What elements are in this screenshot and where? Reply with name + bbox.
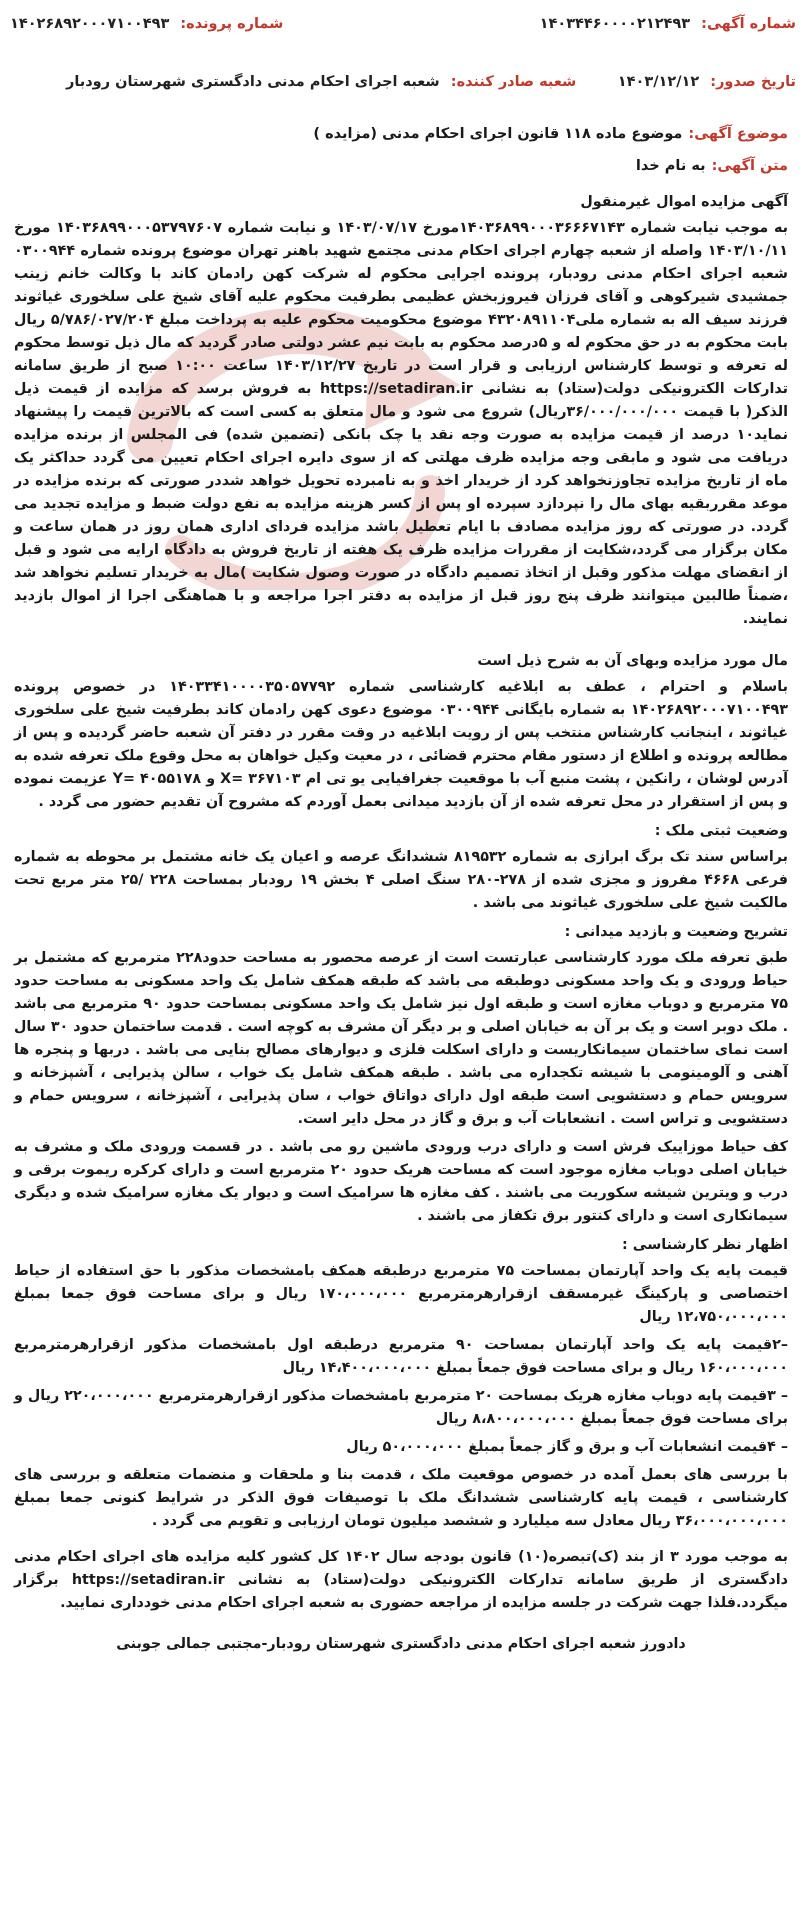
auction-title: آگهی مزایده اموال غیرمنقول (580, 194, 788, 210)
expert-opinion-heading: اظهار نظر کارشناسی : (622, 1237, 788, 1253)
spacer (14, 636, 788, 644)
issuer-label: شعبه صادر کننده: (450, 74, 577, 90)
valuation-item-4: – ۴قیمت انشعابات آب و برق و گاز جمعاً بمبلغ ۵۰،۰۰۰،۰۰۰ ریال (346, 1439, 788, 1455)
valuation-item-2: –۲قیمت پایه یک واحد آپارتمان بمساحت ۹۰ مترمربع درطبقه اول بامشخصات مذکور ازقرارهرمترمربع ۱۶۰،۰۰۰،۰۰۰ ریال و برای مساحت فوق جمعاً بمبلغ ۱۴،۴۰۰،۰۰۰،۰۰۰ ریال (14, 1337, 788, 1376)
issue-date (618, 74, 796, 90)
ad-text-value: به نام خدا (635, 158, 706, 174)
spacer (14, 1538, 788, 1546)
ad-text-header (636, 158, 788, 174)
ad-number-label: شماره آگهی: (701, 16, 796, 32)
inspection-paragraph: طبق تعرفه ملک مورد کارشناسی عبارتست است از عرصه محصور به مساحت حدود۲۲۸ مترمربع که مشتمل بر حیاط ورودی و یک واحد مسکونی دوطبقه می باشد که طبقه همکف شامل یک واحد مسکونی به مساحت حدود ۷۵ مترمربع و دوباب مغازه است و طبقه اول نیز شامل یک واحد مسکونی بمساحت حدود ۹۰ مترمربع می باشد . ملک دوبر است و یک بر آن به خیابان اصلی و بر دیگر آن مشرف به کوچه است . قدمت ساختمان حدود ۳۰ سال است نمای ساختمان سیمانکاریست و دارای اسکلت فلزی و دیوارهای مصالح بنایی می باشد . دربها و پنجره ها آهنی و آلومینومی با شیشه تکجداره می باشد . طبقه همکف شامل یک خواب ، سالن پذیرایی ، آشپزخانه و سرویس حمام و دستشویی است طبقه اول دارای دواتاق خواب ، سان پذیرایی ، آشپزخانه ، سرویس حمام و دستشویی و تراس است . انشعابات آب و برق و گاز در محل دایر است. (14, 950, 789, 1127)
ad-text-label: متن آگهی: (711, 158, 788, 174)
expert-intro-paragraph: باسلام و احترام ، عطف به ابلاغیه کارشناسی شماره ۱۴۰۳۳۴۱۰۰۰۰۳۵۰۵۷۷۹۲ در خصوص پرونده ۱۴۰۲۶۸۹۲۰۰۰۷۱۰۰۴۹۳ به شماره بایگانی ۰۳۰۰۹۴۴ موضوع دعوی کهن رادمان کاند بطرفیت شیخ علی سلخوری غیاثوند ، اینجانب کارشناس منتخب پس از رویت ابلاغیه در وقت مقرر در دفتر آن شعبه حاضر گردیده و پس از مطالعه پرونده و اطلاع از دستور مقام محترم قضائی ، در معیت وکیل خواهان به محل وقوع ملک تعرفه شده به آدرس لوشان ، رانکین ، پشت منبع آب با موقعیت جغرافیایی یو تی ام X= ۳۶۷۱۰۳ و Y= ۴۰۵۵۱۷۸ عزیمت نموده و پس از استقرار در محل تعرفه شده از آن بازدید میدانی بعمل آوردم که مشروح آن تقدیم حضور می گردد . (14, 679, 788, 810)
auction-paragraph-main: به موجب نیابت شماره ۱۴۰۳۶۸۹۹۰۰۰۳۶۶۶۷۱۴۳مورخ ۱۴۰۳/۰۷/۱۷ و نیابت شماره ۱۴۰۳۶۸۹۹۰۰۰۵۳۷۹۷۶۰۷ مورخ ۱۴۰۳/۱۰/۱۱ واصله از شعبه چهارم اجرای احکام مدنی مجتمع شهید باهنر تهران موضوع پرونده شماره ۰۳۰۰۹۴۴ شعبه اجرای احکام مدنی رودبار، پرونده اجرایی محکوم له شرکت کهن رادمان کاند با وکالت خانم زینب جمشیدی شیرکوهی و آقای فرزان فیروزبخش عظیمی بطرفیت محکوم علیه آقای شیخ علی سلخوری غیاثوند فرزند سیف اله به شماره ملی۴۳۲۰۸۹۱۱۰۴ موضوع محکومیت محکوم علیه به پرداخت مبلغ ۵/۷۸۶/۰۲۷/۲۰۴ ریال بابت محکوم به در حق محکوم له و ۵درصد محکوم به بابت نیم عشر دولتی صادر گردید که مال ذیل توسط محکوم له تعرفه و توسط کارشناس ارزیابی و قرار است در تاریخ ۱۴۰۳/۱۲/۲۷ ساعت ۱۰:۰۰ صبح از طریق سامانه تدارکات الکترونیکی دولت(ستاد) به نشانی https://setadiran.ir به فروش برسد که مزایده از قیمت ذیل الذکر( با قیمت ۳۶/۰۰۰/۰۰۰/۰۰۰ریال) شروع می شود و مال متعلق به کسی است که بالاترین قیمت را پیشنهاد نماید۱۰ درصد از قیمت مزایده به صورت وجه نقد یا چک بانکی (تضمین شده) فی المجلس از برنده مزایده دریافت می شود و مابقی وجه مزایده ظرف مهلتی که از سوی دایره اجرای احکام تعیین می گردد حداکثر یک ماه از تاریخ مزایده تجاوزنخواهد کرد از خریدار اخذ و به نامبرده تحویل خواهد شددر صورتی که برنده مزایده در موعد مقرربقیه بهای مال را نپردازد سپرده او پس از کسر هزینه مزایده به نفع دولت ضبط و مزایده تجدید می گردد. در صورتی که روز مزایده مصادف با ایام تعطیل باشد مزایده فردای اداری همان روز در همان ساعت و مکان برگزار می گردد،شکایت از مقررات مزایده ظرف یک هفته از تاریخ فروش به دادگاه ارایه می شود و قبل از انقضای مهلت مذکور وقبل از اتخاذ تصمیم دادگاه در صورت وصول شکایت )مال به خریدار تسلیم نخواهد شد ،ضمناً طالبین میتوانند ظرف پنج روز قبل از مزایده به دفتر اجرا مراجعه و با هماهنگی اجرا از اموال بازدید نمایند. (13, 220, 789, 627)
valuation-item-1: قیمت پایه یک واحد آپارتمان بمساحت ۷۵ مترمربع درطبقه همکف بامشخصات مذکور با حق استفاده از حیاط اختصاصی و پارکینگ غیرمسقف ازقرارهرمترمربع ۱۷۰،۰۰۰،۰۰۰ ریال و برای مساحت فوق جمعا بمبلغ ۱۲،۷۵۰،۰۰۰،۰۰۰ ریال (14, 1263, 788, 1325)
case-number (10, 16, 283, 32)
valuation-summary: با بررسی های بعمل آمده در خصوص موقعیت ملک ، قدمت بنا و ملحقات و منضمات متعلقه و بررسی های کارشناسی ، قیمت پایه کارشناسی ششدانگ ملک با توصیفات فوق الذکر در شرایط کنونی جمعا بمبلغ ۳۶،۰۰۰،۰۰۰،۰۰۰ ریال معادل سه میلیارد و ششصد میلیون تومان ارزیابی و تقویم می گردد . (14, 1467, 788, 1529)
issue-date-label: تاریخ صدور: (710, 74, 796, 90)
header (10, 10, 796, 128)
registration-paragraph: براساس سند تک برگ ابرازی به شماره ۸۱۹۵۳۲ ششدانگ عرصه و اعیان یک خانه مشتمل بر محوطه به شماره فرعی ۴۶۶۸ مفروز و مجزی شده از ۲۷۸-۲۸۰ سنگ اصلی ۴ بخش ۱۹ رودبار بمساحت ۲۲۸ /۲۵ متر مربع تحت مالکیت شیخ علی سلخوری غیاثوند می باشد . (14, 849, 789, 911)
issue-date-value: ۱۴۰۳/۱۲/۱۲ (617, 74, 700, 90)
yard-paragraph: کف حیاط موزاییک فرش است و دارای درب ورودی ماشین رو می باشد . در قسمت ورودی ملک و مشرف به خیابان اصلی دوباب مغازه موجود است که مساحت هریک حدود ۲۰ مترمربع است و دارای کرکره ریموت برقی و درب و ویترین شیشه سکوریت می باشند . کف مغازه ها سرامیک است و دیوار یک مغازه سرامیک شده و دیگری سیمانکاری است و دارای کنتور برق تکفاز می باشند . (14, 1139, 788, 1224)
issuer (66, 74, 576, 90)
ad-number-value: ۱۴۰۳۴۴۶۰۰۰۰۲۱۲۴۹۳ (539, 16, 691, 32)
inspection-heading: تشریح وضعیت و بازدید میدانی : (564, 924, 788, 940)
ad-topic-value: موضوع ماده ۱۱۸ قانون اجرای احکام مدنی (مزایده ) (313, 126, 683, 142)
ad-number (540, 16, 796, 32)
case-number-label: شماره پرونده: (180, 16, 284, 32)
property-heading: مال مورد مزایده وبهای آن به شرح ذیل است (477, 653, 788, 669)
ad-topic-label: موضوع آگهی: (688, 126, 788, 142)
budget-law-paragraph: به موجب مورد ۳ از بند (ک)تبصره(۱۰) قانون بودجه سال ۱۴۰۲ کل کشور کلیه مزایده های اجرای احکام مدنی دادگستری از طریق سامانه تدارکات الکترونیکی دولت(ستاد) به نشانی https://setadiran.ir برگزار میگردد.فلذا جهت شرکت در جلسه مزایده از مراجعه حضوری به شعبه اجرای احکام مدنی خودداری نمایید. (14, 1549, 789, 1611)
case-number-value: ۱۴۰۲۶۸۹۲۰۰۰۷۱۰۰۴۹۳ (10, 16, 170, 32)
registration-heading: وضعیت ثبتی ملک : (654, 823, 788, 839)
issuer-value: شعبه اجرای احکام مدنی دادگستری شهرستان رودبار (66, 74, 440, 90)
signature-footer: دادورز شعبه اجرای احکام مدنی دادگستری شهرستان رودبار-مجتبی جمالی جوبنی (116, 1636, 686, 1652)
valuation-item-3: – ۳قیمت پایه دوباب مغازه هریک بمساحت ۲۰ مترمربع بامشخصات مذکور ازقرارهرمترمربع ۲۲۰،۰۰۰،۰۰۰ ریال و برای مساحت فوق جمعاً بمبلغ ۸،۸۰۰،۰۰۰،۰۰۰ ریال (14, 1388, 789, 1427)
ad-body (14, 185, 788, 1911)
ad-topic (313, 126, 788, 142)
